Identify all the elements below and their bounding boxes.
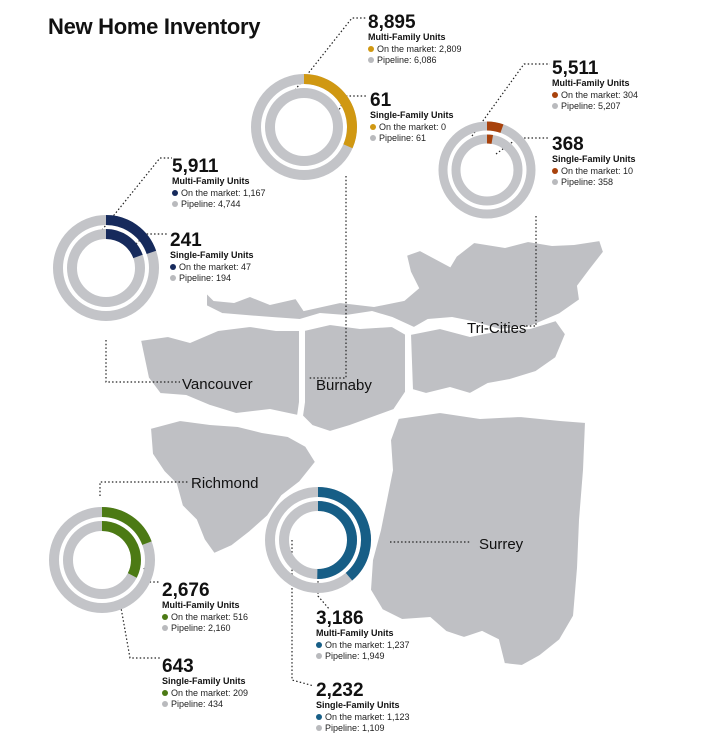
burnaby-single-ring-track bbox=[270, 93, 338, 161]
vancouver-single-pipeline: Pipeline: 194 bbox=[179, 273, 232, 283]
burnaby-single-on-market: On the market: 0 bbox=[379, 122, 447, 132]
surrey-multi-pipeline-dot bbox=[316, 653, 322, 659]
surrey-multi-total: 3,186 bbox=[316, 608, 364, 629]
vancouver-single-on-market: On the market: 47 bbox=[179, 262, 252, 272]
burnaby-multi-market-dot bbox=[368, 46, 374, 52]
richmond-multi-on-market: On the market: 516 bbox=[171, 612, 249, 622]
region-label-surrey: Surrey bbox=[479, 536, 524, 553]
richmond-multi-pipeline-dot bbox=[162, 625, 168, 631]
vancouver-multi-label: Multi-Family Units bbox=[172, 176, 250, 186]
region-label-vancouver: Vancouver bbox=[182, 376, 253, 393]
richmond-single-pipeline: Pipeline: 434 bbox=[171, 699, 224, 709]
region-label-richmond: Richmond bbox=[191, 475, 259, 492]
surrey-single-on-market-arc bbox=[317, 506, 352, 574]
richmond-multi-market-dot bbox=[162, 614, 168, 620]
burnaby-multi-label: Multi-Family Units bbox=[368, 32, 446, 42]
callout-tricities-single bbox=[552, 134, 636, 187]
callout-tricities-multi bbox=[552, 58, 638, 111]
tricities-single-total: 368 bbox=[552, 134, 584, 155]
tricities-multi-total: 5,511 bbox=[552, 58, 599, 79]
tricities-single-pipeline-dot bbox=[552, 179, 558, 185]
burnaby-single-pipeline-dot bbox=[370, 135, 376, 141]
page-title: New Home Inventory bbox=[48, 14, 261, 39]
vancouver-multi-on-market: On the market: 1,167 bbox=[181, 188, 266, 198]
richmond-single-market-dot bbox=[162, 690, 168, 696]
map-surrey bbox=[370, 412, 586, 666]
callout-surrey-single bbox=[316, 680, 410, 733]
vancouver-multi-pipeline-dot bbox=[172, 201, 178, 207]
tricities-multi-market-dot bbox=[552, 92, 558, 98]
burnaby-single-total: 61 bbox=[370, 90, 392, 111]
region-label-tri-cities: Tri-Cities bbox=[467, 320, 527, 337]
burnaby-single-market-dot bbox=[370, 124, 376, 130]
map-north-shore bbox=[206, 240, 604, 330]
richmond-single-on-market: On the market: 209 bbox=[171, 688, 249, 698]
burnaby-single-pipeline: Pipeline: 61 bbox=[379, 133, 427, 143]
callout-richmond-multi bbox=[162, 580, 248, 633]
map-vancouver bbox=[140, 326, 300, 416]
surrey-single-market-dot bbox=[316, 714, 322, 720]
tricities-multi-pipeline-dot bbox=[552, 103, 558, 109]
callout-vancouver-multi bbox=[172, 156, 266, 209]
burnaby-multi-pipeline: Pipeline: 6,086 bbox=[377, 55, 437, 65]
surrey-multi-label: Multi-Family Units bbox=[316, 628, 394, 638]
richmond-single-on-market-arc bbox=[102, 526, 136, 575]
vancouver-single-on-market-arc bbox=[106, 234, 138, 256]
vancouver-single-market-dot bbox=[170, 264, 176, 270]
callout-vancouver-single bbox=[170, 230, 254, 283]
richmond-multi-pipeline: Pipeline: 2,160 bbox=[171, 623, 231, 633]
tricities-multi-pipeline: Pipeline: 5,207 bbox=[561, 101, 621, 111]
richmond-multi-total: 2,676 bbox=[162, 580, 210, 601]
richmond-single-label: Single-Family Units bbox=[162, 676, 246, 686]
surrey-single-pipeline: Pipeline: 1,109 bbox=[325, 723, 385, 733]
callout-burnaby-single bbox=[370, 90, 454, 143]
callout-burnaby-multi bbox=[368, 12, 462, 65]
surrey-single-total: 2,232 bbox=[316, 680, 364, 701]
tricities-multi-on-market-arc bbox=[487, 126, 502, 129]
tricities-multi-on-market: On the market: 304 bbox=[561, 90, 639, 100]
vancouver-multi-total: 5,911 bbox=[172, 156, 219, 177]
richmond-multi-label: Multi-Family Units bbox=[162, 600, 240, 610]
region-label-burnaby: Burnaby bbox=[316, 377, 372, 394]
tricities-single-market-dot bbox=[552, 168, 558, 174]
burnaby-multi-on-market: On the market: 2,809 bbox=[377, 44, 462, 54]
surrey-multi-market-dot bbox=[316, 642, 322, 648]
burnaby-multi-total: 8,895 bbox=[368, 12, 416, 33]
tricities-single-ring-track bbox=[456, 139, 518, 201]
vancouver-single-pipeline-dot bbox=[170, 275, 176, 281]
vancouver-single-total: 241 bbox=[170, 230, 202, 251]
vancouver-multi-market-dot bbox=[172, 190, 178, 196]
burnaby-single-label: Single-Family Units bbox=[370, 110, 454, 120]
surrey-multi-pipeline: Pipeline: 1,949 bbox=[325, 651, 385, 661]
surrey-single-pipeline-dot bbox=[316, 725, 322, 731]
tricities-single-on-market: On the market: 10 bbox=[561, 166, 634, 176]
richmond-single-pipeline-dot bbox=[162, 701, 168, 707]
vancouver-multi-pipeline: Pipeline: 4,744 bbox=[181, 199, 241, 209]
vancouver-single-label: Single-Family Units bbox=[170, 250, 254, 260]
surrey-multi-on-market: On the market: 1,237 bbox=[325, 640, 410, 650]
leader-richmond-single bbox=[120, 602, 160, 658]
surrey-single-on-market: On the market: 1,123 bbox=[325, 712, 410, 722]
richmond-single-total: 643 bbox=[162, 656, 194, 677]
tricities-single-pipeline: Pipeline: 358 bbox=[561, 177, 614, 187]
tricities-single-label: Single-Family Units bbox=[552, 154, 636, 164]
callout-richmond-single bbox=[162, 656, 248, 709]
burnaby-multi-pipeline-dot bbox=[368, 57, 374, 63]
tricities-multi-label: Multi-Family Units bbox=[552, 78, 630, 88]
surrey-single-label: Single-Family Units bbox=[316, 700, 400, 710]
